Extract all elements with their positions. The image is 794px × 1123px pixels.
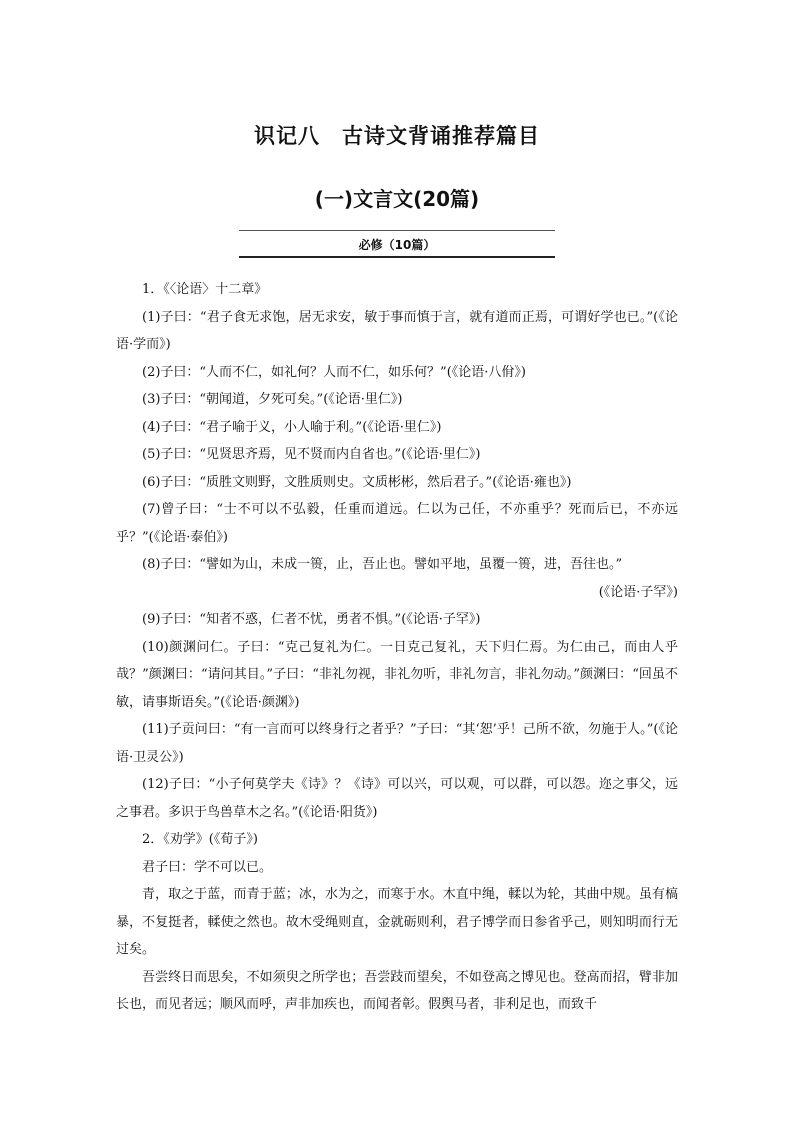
paragraph: 吾尝终日而思矣，不如须臾之所学也；吾尝跂而望矣，不如登高之博见也。登高而招，臂非加长也，而见者远；顺风而呼，声非加疾也，而闻者彰。假舆马者，非利足也，而致千 [116,969,678,1012]
heading-quanxue: 2．《劝学》(《荀子》) [142,832,258,847]
section-subtitle: (一)文言文(20篇) [314,187,480,211]
page-title: 识记八 古诗文背诵推荐篇目 [254,124,540,148]
paragraph: (6)子曰：“质胜文则野，文胜质则史。文质彬彬，然后君子。”(《论语·雍也》) [142,474,572,490]
paragraph: (8)子曰：“譬如为山，未成一篑，止，吾止也。譬如平地，虽覆一篑，进，吾往也。” [142,557,623,572]
document-body [116,276,678,1019]
section-label: 必修（10篇） [358,238,436,252]
paragraph: (5)子曰：“见贤思齐焉，见不贤而内自省也。”(《论语·里仁》) [142,447,481,462]
paragraph: (9)子曰：“知者不惑，仁者不忧，勇者不惧。”(《论语·子罕》) [142,612,481,627]
paragraph: (7)曾子曰：“士不可以不弘毅，任重而道远。仁以为己任，不亦重乎？死而后已，不亦远乎？”(《论语·泰伯》) [116,502,678,545]
paragraph: (2)子曰：“人而不仁，如礼何？人而不仁，如乐何？”(《论语·八佾》) [142,364,526,380]
band-top-rule [239,230,555,231]
heading-lunyu: 1．《〈论语〉十二章》 [142,282,268,297]
citation-right: (《论语·子罕》) [598,584,678,600]
paragraph: (10)颜渊问仁。子曰：“克己复礼为仁。一日克己复礼，天下归仁焉。为仁由己，而由人乎哉？”颜渊曰：“请问其目。”子曰：“非礼勿视，非礼勿听，非礼勿言，非礼勿动。”颜渊曰：“回虽不敏，请事斯语矣。”(《论语·颜渊》) [116,639,678,710]
paragraph: (11)子贡问曰：“有一言而可以终身行之者乎？”子曰：“其‘恕’乎！己所不欲，勿施于人。”(《论语·卫灵公》) [116,722,678,765]
section-band [239,230,555,258]
paragraph: (4)子曰：“君子喻于义，小人喻于利。”(《论语·里仁》) [142,419,442,435]
paragraph: (3)子曰：“朝闻道，夕死可矣。”(《论语·里仁》) [142,392,403,407]
band-bottom-rule [239,256,555,258]
paragraph: 青，取之于蓝，而青于蓝；冰，水为之，而寒于水。木直中绳，輮以为轮，其曲中规。虽有槁暴，不复挺者，輮使之然也。故木受绳则直，金就砺则利，君子博学而日参省乎己，则知明而行无过矣。 [116,887,678,957]
paragraph: (1)子曰：“君子食无求饱，居无求安，敏于事而慎于言，就有道而正焉，可谓好学也已。”(《论语·学而》) [116,309,678,352]
paragraph: 君子曰：学不可以已。 [142,859,273,875]
paragraph: (12)子曰：“小子何莫学夫《诗》？《诗》可以兴，可以观，可以群，可以怨。迩之事父，远之事君。多识于鸟兽草木之名。”(《论语·阳货》) [116,777,678,820]
